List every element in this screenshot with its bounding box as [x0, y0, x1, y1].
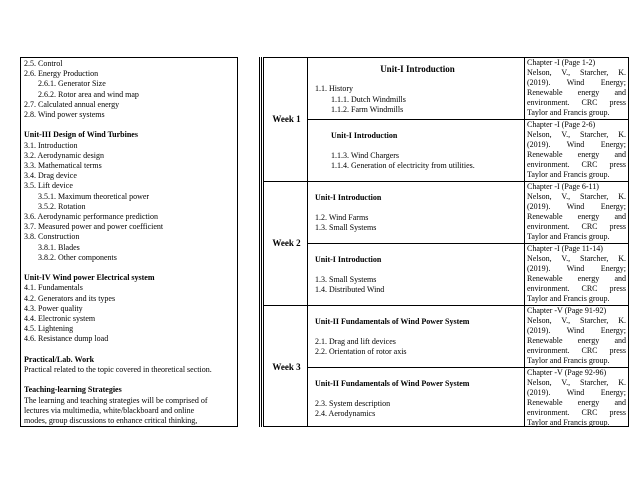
reference-line: Renewable energy and — [527, 150, 626, 160]
topic-line: 1.4. Distributed Wind — [315, 285, 385, 295]
reference-line: Nelson, V., Starcher, K. — [527, 130, 626, 140]
unit-title: Unit-I Introduction — [331, 130, 398, 140]
topic-line — [24, 263, 234, 273]
unit-title: Unit-I Introduction — [315, 254, 382, 264]
reference-line: (2019). Wind Energy; — [527, 78, 626, 88]
topic-line — [315, 389, 520, 399]
topic-line — [315, 265, 520, 275]
unit-content — [315, 317, 520, 358]
topic-line: 3.8.1. Blades — [38, 242, 80, 252]
unit-content — [315, 193, 520, 234]
reference-line: environment. CRC press — [527, 222, 626, 232]
reference-line: Taylor and Francis group. — [527, 232, 610, 242]
topic-line: 1.3. Small Systems — [315, 274, 377, 284]
topic-line: 3.4. Drag device — [24, 171, 77, 181]
reference-text — [527, 368, 626, 429]
topic-line: 2.8. Wind power systems — [24, 110, 105, 120]
topic-line: 3.8. Construction — [24, 232, 80, 242]
reference-line: Renewable energy and — [527, 212, 626, 222]
reference-line: Chapter -I (Page 2-6) — [527, 120, 596, 129]
topic-line: 3.7. Measured power and power coefficient — [24, 222, 164, 232]
reference-line: Renewable energy and — [527, 336, 626, 346]
week-label: Week 2 — [272, 238, 301, 248]
topic-line: 1.1. History — [315, 84, 353, 94]
topic-line — [315, 203, 520, 213]
reference-line: (2019). Wind Energy; — [527, 140, 626, 150]
row-divider — [264, 181, 307, 182]
topic-line: 1.3. Small Systems — [315, 223, 377, 233]
week-column — [263, 57, 308, 427]
reference-line: Taylor and Francis group. — [527, 356, 610, 366]
reference-line: Chapter -I (Page 1-2) — [527, 58, 596, 67]
section-heading: Unit-IV Wind power Electrical system — [24, 273, 155, 283]
topic-line: 3.5.2. Rotation — [38, 201, 86, 211]
topic-line: 1.1.2. Farm Windmills — [331, 104, 404, 114]
reference-text — [527, 244, 626, 305]
topic-line: lectures via multimedia, white/blackboard and online — [24, 405, 195, 415]
reference-line: Nelson, V., Starcher, K. — [527, 254, 626, 264]
unit-title: Unit-II Fundamentals of Wind Power System — [315, 316, 470, 326]
topic-line: 1.2. Wind Farms — [315, 212, 369, 222]
reference-column — [525, 57, 629, 427]
topic-line: 2.4. Aerodynamics — [315, 409, 376, 419]
unit-title: Unit-I Introduction — [315, 192, 382, 202]
topic-line — [24, 345, 234, 355]
reference-line: Chapter -V (Page 91-92) — [527, 306, 607, 315]
unit-content — [315, 64, 520, 115]
topic-line: modes, group discussions to enhance critical thinking, — [24, 416, 198, 426]
week-label: Week 1 — [272, 114, 301, 124]
reference-line: (2019). Wind Energy; — [527, 264, 626, 274]
unit-content — [315, 255, 520, 296]
topic-line: 3.3. Mathematical terms — [24, 161, 102, 171]
reference-text — [527, 306, 626, 367]
reference-line: (2019). Wind Energy; — [527, 326, 626, 336]
reference-line: Renewable energy and — [527, 398, 626, 408]
topic-line: 4.1. Fundamentals — [24, 283, 83, 293]
section-heading: Unit-III Design of Wind Turbines — [24, 130, 138, 140]
reference-line: environment. CRC press — [527, 160, 626, 170]
reference-line: Taylor and Francis group. — [527, 418, 610, 428]
topic-line: 4.5. Lightening — [24, 324, 74, 334]
reference-text — [527, 58, 626, 119]
reference-line: environment. CRC press — [527, 408, 626, 418]
topic-line: 2.6. Energy Production — [24, 69, 99, 79]
reference-line: Renewable energy and — [527, 274, 626, 284]
reference-line: Nelson, V., Starcher, K. — [527, 316, 626, 326]
reference-line: environment. CRC press — [527, 98, 626, 108]
topic-line: 4.4. Electronic system — [24, 314, 96, 324]
topic-line: 2.6.1. Generator Size — [38, 79, 106, 89]
unit-content-column — [308, 57, 525, 427]
topic-line: 2.7. Calculated annual energy — [24, 99, 120, 109]
reference-line: Renewable energy and — [527, 88, 626, 98]
reference-line: Chapter -V (Page 92-96) — [527, 368, 607, 377]
topic-line: 3.2. Aerodynamic design — [24, 150, 104, 160]
topic-line: 3.1. Introduction — [24, 140, 78, 150]
reference-line: Chapter -I (Page 11-14) — [527, 244, 603, 253]
section-heading: Practical/Lab. Work — [24, 354, 95, 364]
topic-line: 3.5. Lift device — [24, 181, 73, 191]
topic-line: 4.3. Power quality — [24, 303, 83, 313]
row-divider — [308, 305, 524, 306]
column-divider — [261, 57, 262, 427]
section-heading: Teaching-learning Strategies — [24, 385, 122, 395]
unit-title: Unit-II Fundamentals of Wind Power System — [315, 378, 470, 388]
reference-line: Nelson, V., Starcher, K. — [527, 378, 626, 388]
row-divider — [308, 119, 524, 120]
topic-line — [24, 375, 234, 385]
reference-line: Nelson, V., Starcher, K. — [527, 192, 626, 202]
reference-text — [527, 182, 626, 243]
reference-line: environment. CRC press — [527, 346, 626, 356]
row-divider — [308, 181, 524, 182]
topic-line — [315, 74, 520, 84]
unit-title: Unit-I Introduction — [380, 64, 455, 74]
topic-line: Practical related to the topic covered in theoretical section. — [24, 365, 212, 375]
reference-line: (2019). Wind Energy; — [527, 202, 626, 212]
topic-line: 2.3. System description — [315, 398, 391, 408]
topic-line: 3.5.1. Maximum theoretical power — [38, 191, 150, 201]
week-label: Week 3 — [272, 362, 301, 372]
topic-line: 3.8.2. Other components — [38, 252, 117, 262]
topic-line: 4.6. Resistance dump load — [24, 334, 109, 344]
topic-line: The learning and teaching strategies will be comprised of — [24, 395, 208, 405]
reference-line: Taylor and Francis group. — [527, 108, 610, 118]
reference-line: environment. CRC press — [527, 284, 626, 294]
topic-line: 1.1.1. Dutch Windmills — [331, 94, 406, 104]
topic-line — [24, 120, 234, 130]
row-divider — [308, 243, 524, 244]
topic-line: 2.2. Orientation of rotor axis — [315, 347, 407, 357]
unit-content — [315, 131, 520, 172]
topic-line: 2.1. Drag and lift devices — [315, 336, 396, 346]
row-divider — [308, 367, 524, 368]
reference-line: Taylor and Francis group. — [527, 294, 610, 304]
topic-line: 4.2. Generators and its types — [24, 293, 116, 303]
topic-line — [315, 141, 520, 151]
reference-line: Taylor and Francis group. — [527, 170, 610, 180]
course-content-table — [20, 57, 629, 427]
topic-line: 2.6.2. Rotor area and wind map — [38, 89, 139, 99]
column-divider — [259, 57, 260, 427]
reference-text — [527, 120, 626, 181]
reference-line: Chapter -I (Page 6-11) — [527, 182, 599, 191]
topic-line: 1.1.4. Generation of electricity from utilities. — [331, 161, 475, 171]
reference-line: Nelson, V., Starcher, K. — [527, 68, 626, 78]
topic-line: 1.1.3. Wind Chargers — [331, 150, 400, 160]
topic-line: 3.6. Aerodynamic performance prediction — [24, 212, 158, 222]
row-divider — [264, 305, 307, 306]
reference-line: (2019). Wind Energy; — [527, 388, 626, 398]
left-topics-column — [20, 57, 238, 427]
topic-line: 2.5. Control — [24, 59, 63, 68]
topic-line — [315, 327, 520, 337]
unit-content — [315, 379, 520, 420]
